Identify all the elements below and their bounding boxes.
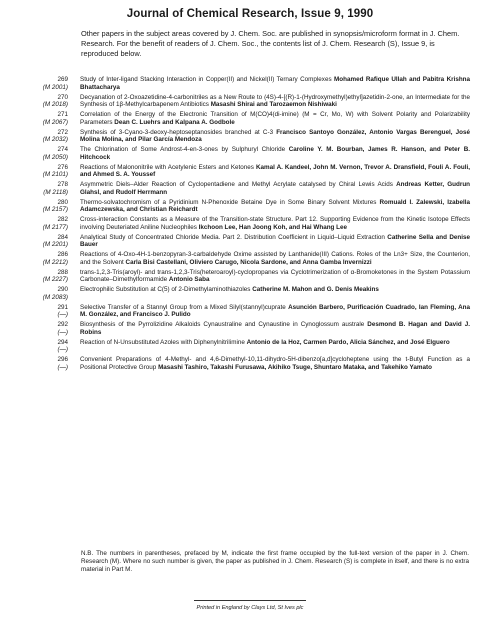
entry-page-ref — [30, 94, 68, 110]
entry-page-number: 270 — [57, 93, 68, 101]
entry-microform-ref: (—) — [57, 311, 68, 319]
entry-page-number: 291 — [57, 303, 68, 311]
entry-microform-ref: (M 2118) — [43, 188, 68, 196]
entry-page-number: 280 — [57, 198, 68, 206]
entry-page-number: 294 — [57, 338, 68, 346]
entry-microform-ref: (M 2067) — [42, 118, 68, 126]
entry-microform-ref: (—) — [57, 346, 68, 354]
contents-entry — [30, 251, 470, 267]
entry-microform-ref: (M 2032) — [42, 136, 68, 144]
entry-title: Cross-interaction Constants as a Measure of the Transition-state Structure. Part 12. Supporting Evidence from the Kinetic Isotope Effects involving Deuteriated Aniline Nucleophiles — [80, 216, 470, 231]
entry-microform-ref: (—) — [57, 363, 68, 371]
entry-page-ref — [30, 199, 68, 215]
entry-title: Electrophilic Substitution at C(5) of 2-Dimethylaminothiazoles — [80, 286, 251, 293]
entry-authors: Carla Bisi Castellani, Oliviero Carugo, Nicola Sardone, and Anna Gamba Invernizzi — [125, 258, 372, 266]
entry-body — [80, 269, 470, 285]
entry-page-number: 284 — [57, 233, 68, 241]
entry-page-number: 269 — [57, 76, 68, 83]
entry-authors: Andreas Ketter, Gudrun Glahsl, and Rudolf Herrmann — [80, 181, 471, 196]
entry-microform-ref: (M 2001) — [42, 83, 68, 91]
entry-body — [80, 181, 470, 197]
entry-body — [80, 304, 470, 320]
entry-page-ref — [30, 146, 68, 162]
entry-page-ref — [30, 304, 68, 320]
entry-microform-ref: (M 2157) — [42, 206, 68, 214]
entry-title: Reactions of Malononitrile with Acetylenic Esters and Ketones — [80, 163, 254, 171]
entry-body — [80, 286, 470, 302]
entry-title: trans-1,2,3-Tris(aroyl)- and trans-1,2,3-Tris(heteroaroyl)-cyclopropanes via Cyclotrimerization of α-Bromoketones in the System Potassium Carbonate–Dimethylformamide — [80, 268, 470, 284]
contents-entry — [30, 129, 470, 145]
entry-body — [80, 339, 470, 355]
entry-page-ref — [30, 251, 68, 267]
contents-entry — [30, 216, 470, 232]
entry-microform-ref: (M 2201) — [42, 241, 68, 249]
entry-microform-ref: (M 2083) — [42, 293, 68, 301]
entry-body — [80, 251, 470, 267]
page-title: Journal of Chemical Research, Issue 9, 1990 — [126, 8, 374, 20]
entry-page-ref — [30, 339, 68, 355]
entry-authors: Francisco Santoyo González, Antonio Vargas Berenguel, José Molina Molina, and Pilar García Mendoza — [80, 128, 471, 144]
entry-page-ref — [30, 181, 68, 197]
contents-entry — [30, 76, 470, 92]
entry-microform-ref: (M 2177) — [42, 223, 68, 231]
contents-entry — [30, 111, 470, 127]
entry-microform-ref: (M 2018) — [42, 101, 68, 109]
entry-authors: Antonio de la Hoz, Carmen Pardo, Alicia Sánchez, and José Elguero — [246, 338, 450, 346]
entry-body — [80, 129, 470, 145]
contents-list — [30, 76, 470, 374]
entry-body — [80, 146, 470, 162]
entry-authors: Mohamed Rafique Ullah and Pabitra Krishna Bhattacharya — [80, 76, 471, 91]
contents-entry — [30, 234, 470, 250]
entry-authors: Masashi Tashiro, Takashi Furusawa, Akihiko Tsuge, Shuntaro Mataka, and Takehiko Yamato — [158, 363, 432, 371]
entry-page-ref — [30, 321, 68, 337]
entry-microform-ref: (M 2050) — [42, 153, 68, 161]
entry-microform-ref: (M 2212) — [42, 258, 68, 266]
entry-page-number: 276 — [57, 163, 68, 171]
entry-page-ref — [30, 286, 68, 302]
entry-page-number: 296 — [57, 356, 68, 363]
entry-authors: Catherine M. Mahon and G. Denis Meakins — [252, 286, 379, 293]
entry-body — [80, 356, 470, 372]
entry-body — [80, 234, 470, 250]
entry-microform-ref: (—) — [57, 328, 68, 336]
contents-entry — [30, 269, 470, 285]
entry-title: Synthesis of 3-Cyano-3-deoxy-heptoseptanosides branched at C-3 — [80, 128, 274, 136]
entry-authors: Dean C. Luehrs and Kalpana A. Godbole — [114, 118, 235, 126]
entry-page-number: 278 — [57, 181, 68, 188]
entry-page-number: 282 — [57, 216, 68, 223]
entry-page-ref — [30, 234, 68, 250]
contents-entry — [30, 304, 470, 320]
entry-title: Correlation of the Energy of the Electronic Transition of M(CO)4(di-imine) (M = Cr, Mo, W) with Solvent Polarity and Polarizability Parameters — [80, 111, 470, 126]
entry-page-ref — [30, 216, 68, 232]
footer-rule — [194, 600, 306, 601]
contents-entry — [30, 199, 470, 215]
entry-authors: Masashi Shirai and Tarozaemon Nishiwaki — [210, 101, 337, 109]
entry-microform-ref: (M 2227) — [42, 276, 68, 284]
entry-page-ref — [30, 269, 68, 285]
entry-title: Biosynthesis of the Pyrrolizidine Alkaloids Cynaustraline and Cynaustine in Cynoglossum australe — [80, 321, 365, 328]
entry-authors: Romuald I. Zalewski, Izabella Adamczewska, and Christian Reichardt — [80, 198, 471, 214]
entry-authors: Kamal A. Kandeel, John M. Vernon, Trevor A. Dransfield, Fouli A. Fouli, and Ahmed S. A. Youssef — [80, 163, 471, 179]
entry-title: Thermo-solvatochromism of a Pyridinium N-Phenoxide Betaine Dye in Some Binary Solvent Mixtures — [80, 198, 377, 206]
entry-page-ref — [30, 356, 68, 372]
contents-entry — [30, 164, 470, 180]
entry-title: Decyanation of 2-Oxoazetidine-4-carbonitriles as a New Route to (4S)-4-[(R)-1-(Hydroxymethyl)ethyl]azetidin-2-one, an Intermediate for the Synthesis of 1β-Methylcarbapenem Antibiotics — [80, 93, 470, 109]
entry-page-number: 274 — [57, 146, 68, 153]
entry-authors: Desmond B. Hagan and David J. Robins — [80, 321, 470, 336]
entry-page-ref — [30, 129, 68, 145]
contents-entry — [30, 321, 470, 337]
footnote: N.B. The numbers in parentheses, prefaced by M, indicate the first frame occupied by the full-text version of the paper in J. Chem. Research (M). Where no such number is given, the paper as published in J. Chem. Research (S) is complete in itself, and there is no extra material in Part M. — [81, 550, 469, 573]
entry-authors: Ikchoon Lee, Han Joong Koh, and Hai Whang Lee — [198, 223, 348, 231]
contents-entry — [30, 339, 470, 355]
entry-page-number: 288 — [57, 268, 68, 276]
entry-body — [80, 164, 470, 180]
entry-page-number: 286 — [57, 251, 68, 258]
entry-page-ref — [30, 111, 68, 127]
entry-title: Study of Inter-ligand Stacking Interaction in Copper(II) and Nickel(II) Ternary Complexes — [80, 76, 332, 83]
entry-body — [80, 216, 470, 232]
printer-line: Printed in England by Clays Ltd, St Ives plc — [196, 605, 304, 611]
entry-title: Convenient Preparations of 4-Methyl- and 4,6-Dimethyl-10,11-dihydro-5H-dibenzo[a,d]cycloheptene using the t-Butyl Function as a Positional Protective Group — [80, 356, 470, 371]
entry-page-number: 271 — [57, 111, 68, 118]
entry-authors: Catherine Sella and Denise Bauer — [80, 233, 470, 249]
entry-authors: Antonio Saba — [168, 276, 210, 284]
contents-entry — [30, 286, 470, 302]
entry-body — [80, 94, 470, 110]
entry-body — [80, 111, 470, 127]
contents-entry — [30, 356, 470, 372]
entry-title: Analytical Study of Concentrated Chloride Media. Part 2. Distribution Coefficient in Liquid–Liquid Extraction — [80, 233, 385, 241]
entry-authors: Caroline Y. M. Bourban, James R. Hanson, and Peter B. Hitchcock — [80, 146, 470, 161]
contents-entry — [30, 181, 470, 197]
entry-page-ref — [30, 164, 68, 180]
entry-body — [80, 321, 470, 337]
entry-title: Reactions of 4-Oxo-4H-1-benzopyran-3-carbaldehyde Oxime assisted by Lanthanide(III) Cations. Roles of the Ln3+ Size, the Counterion, and the Solvent — [80, 251, 470, 266]
entry-page-ref — [30, 76, 68, 92]
intro-paragraph: Other papers in the subject areas covered by J. Chem. Soc. are published in synopsis/microform format in J. Chem. Research. For the benefit of readers of J. Chem. Soc., the contents list of J. Chem. Research (S), Issue 9, is reproduced below. — [81, 29, 460, 58]
entry-title: Reaction of N-Unsubstituted Azoles with Diphenylnitrilimine — [80, 338, 245, 346]
entry-body — [80, 76, 470, 92]
entry-microform-ref: (M 2101) — [42, 171, 68, 179]
entry-page-number: 272 — [57, 128, 68, 136]
contents-entry — [30, 94, 470, 110]
entry-authors: Asunción Barbero, Purificación Cuadrado, Ian Fleming, Ana M. González, and Francisco J. Pulido — [80, 303, 471, 319]
entry-title: The Chlorination of Some Androst-4-en-3-ones by Sulphuryl Chloride — [80, 146, 286, 153]
entry-page-number: 290 — [57, 286, 68, 293]
contents-entry — [30, 146, 470, 162]
entry-body — [80, 199, 470, 215]
entry-page-number: 292 — [57, 321, 68, 328]
entry-title: Selective Transfer of a Stannyl Group from a Mixed Silyl(stannyl)cuprate — [80, 303, 286, 311]
entry-title: Asymmetric Diels–Alder Reaction of Cyclopentadiene and Methyl Acrylate catalysed by Chiral Lewis Acids — [80, 181, 393, 188]
